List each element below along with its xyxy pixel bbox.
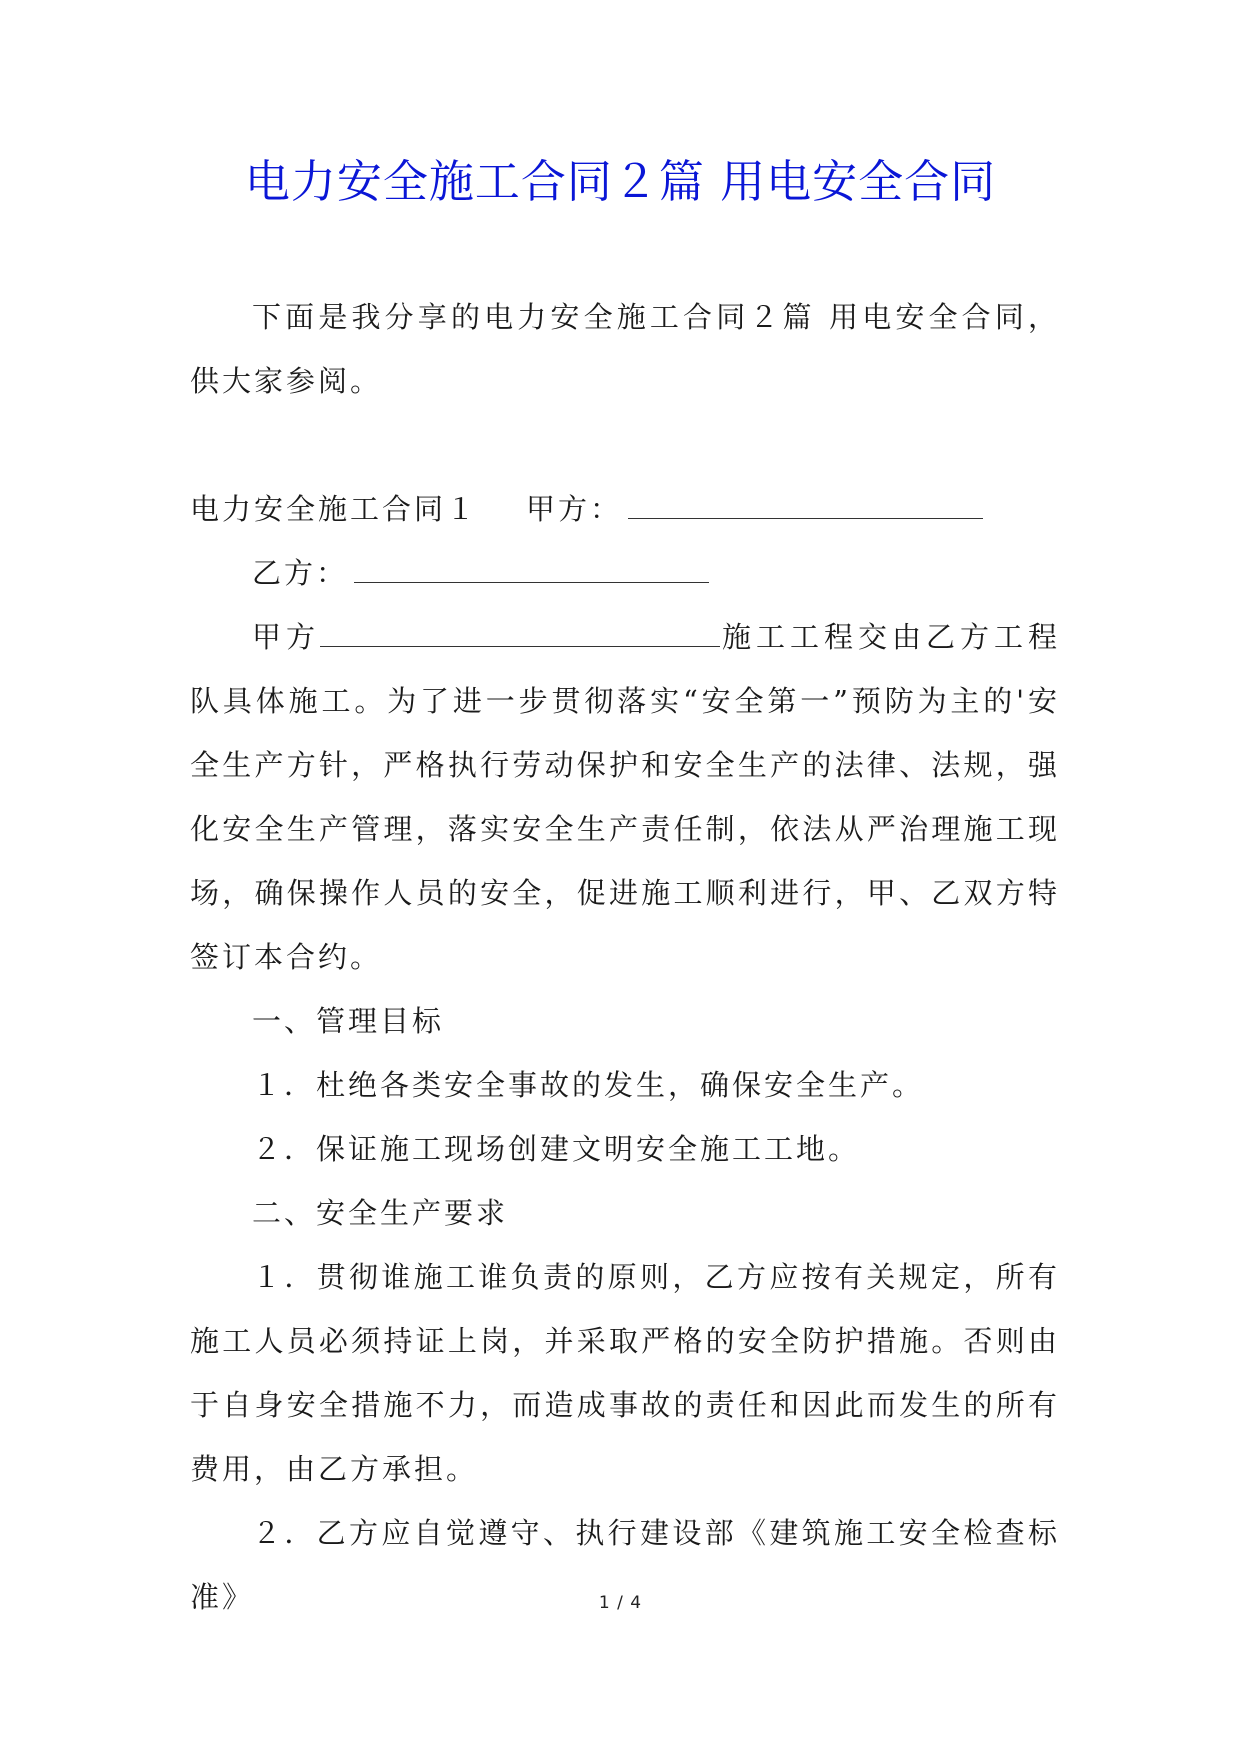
party-a-blank: [628, 488, 983, 519]
section-1-item-1: １．杜绝各类安全事故的发生，确保安全生产。: [252, 1068, 925, 1102]
section-2-item-1: １．贯彻谁施工谁负责的原则，乙方应按有关规定，所有施工人员必须持证上岗，并采取严格的安全防护措施。否则由于自身安全措施不力，而造成事故的责任和因此而发生的所有费用，由乙方承担。: [190, 1260, 1060, 1486]
contract-heading: 电力安全施工合同１: [190, 492, 479, 526]
document-body: [190, 285, 1060, 1629]
section-2-heading: 二、安全生产要求: [252, 1196, 509, 1230]
section-1-heading: 一、管理目标: [252, 1004, 445, 1038]
intro-paragraph: 下面是我分享的电力安全施工合同２篇 用电安全合同，供大家参阅。: [190, 300, 1060, 398]
para1-text: 施工工程交由乙方工程队具体施工。为了进一步贯彻落实“安全第一”预防为主的'安全生产方针，严格执行劳动保护和安全生产的法律、法规，强化安全生产管理，落实安全生产责任制，依法从严治理施工现场，确保操作人员的安全，促进施工顺利进行，甲、乙双方特签订本合约。: [190, 620, 1060, 974]
party-b-blank: [354, 552, 709, 583]
section-1-item-2: ２．保证施工现场创建文明安全施工工地。: [252, 1132, 861, 1166]
contract-paragraph-1: [190, 605, 1060, 989]
contract-heading-line: [190, 477, 1060, 541]
party-a-label: 甲方：: [526, 492, 623, 526]
party-b-line: [190, 541, 1060, 605]
document-title: 电力安全施工合同２篇 用电安全合同: [244, 155, 997, 208]
project-name-blank: [320, 616, 720, 647]
para1-prefix: 甲方: [252, 620, 320, 654]
section-2-item-2: ２．乙方应自觉遵守、执行建设部《建筑施工安全检查标准》: [190, 1516, 1060, 1614]
party-b-label: 乙方：: [252, 556, 349, 590]
page-number: 1 / 4: [598, 1593, 643, 1613]
